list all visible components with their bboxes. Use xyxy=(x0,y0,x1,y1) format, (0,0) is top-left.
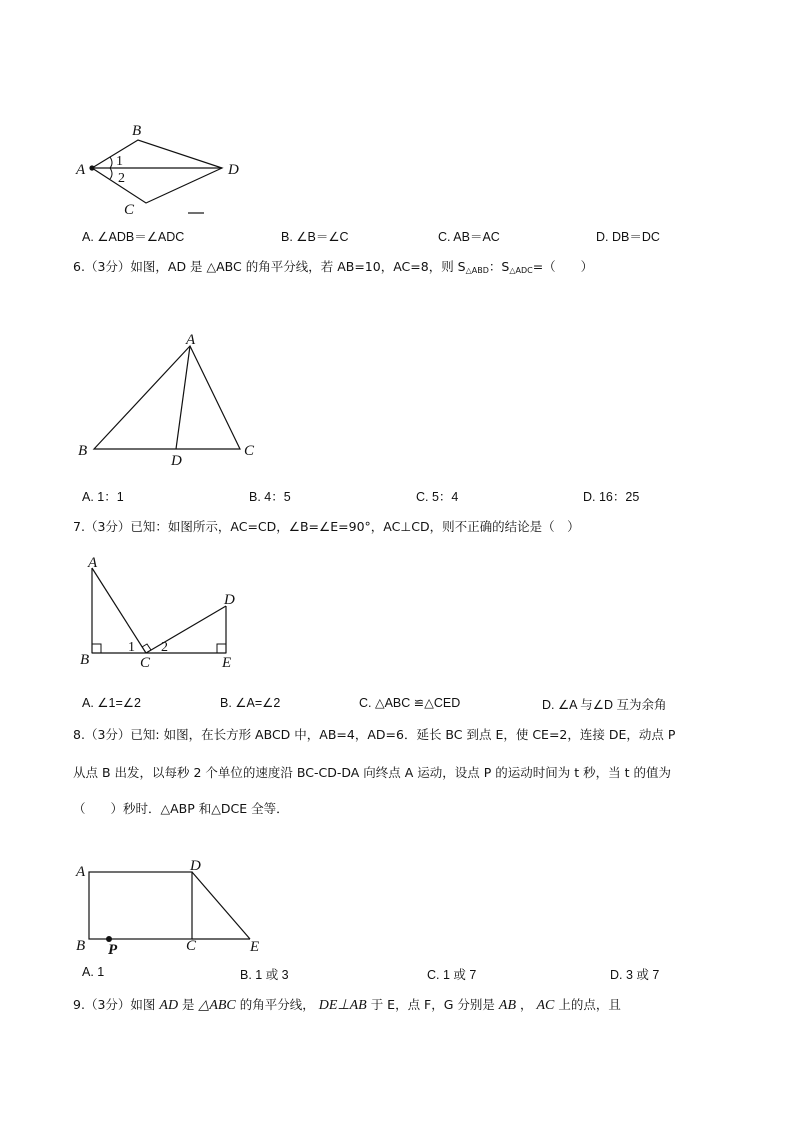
q8-line-1 xyxy=(73,726,675,744)
figure-q8-rectangle xyxy=(72,856,272,956)
q5-option-d[interactable]: D. DB＝DC xyxy=(596,230,660,244)
label-c: C xyxy=(186,938,197,954)
figure-q7-right-angles xyxy=(78,556,248,671)
q6-option-d[interactable]: D. 16：25 xyxy=(583,490,640,504)
q8-line-3: （ ）秒时．△ABP 和△DCE 全等． xyxy=(73,801,289,816)
right-angle-b xyxy=(92,644,101,653)
q9-math-ac: AC xyxy=(536,998,555,1013)
q7-option-b[interactable]: B. ∠A=∠2 xyxy=(220,696,281,710)
label-angle-1: 1 xyxy=(128,640,135,655)
q6-sub-abd: △ABD xyxy=(465,266,489,275)
q9-number: 9. xyxy=(73,997,85,1012)
label-angle-2: 2 xyxy=(161,640,168,655)
label-b: B xyxy=(76,938,86,954)
q6-option-b[interactable]: B. 4：5 xyxy=(249,490,291,504)
q6-text-b: ：S xyxy=(488,259,510,274)
q6-number: 6. xyxy=(73,259,85,274)
q9-text-5: ， xyxy=(519,997,533,1012)
figure-q5-kite xyxy=(70,118,260,218)
point-a-dot xyxy=(89,165,94,170)
q7-stem xyxy=(73,518,580,536)
segment-ac xyxy=(92,568,146,653)
q9-text-1: 如图 xyxy=(130,997,156,1012)
label-d: D xyxy=(190,858,201,874)
label-angle-1: 1 xyxy=(116,154,123,169)
q6-text-c: =（ ） xyxy=(532,259,594,274)
q6-sub-adc: △ADC xyxy=(509,266,533,275)
label-p: P xyxy=(108,942,118,956)
q6-text-a: 如图，AD 是 △ABC 的角平分线，若 AB=10，AC=8，则 S xyxy=(130,259,466,274)
q6-stem xyxy=(73,258,593,280)
label-a: A xyxy=(186,332,196,348)
right-angle-e xyxy=(217,644,226,653)
label-c: C xyxy=(124,202,135,218)
q9-stem xyxy=(73,996,621,1015)
q7-score: （3分） xyxy=(84,519,131,534)
label-b: B xyxy=(78,443,88,459)
label-e: E xyxy=(222,655,232,671)
q9-math-triangle: △ABC xyxy=(198,998,236,1013)
rectangle-abcd xyxy=(89,872,192,939)
q9-math-perp: DE⊥AB xyxy=(318,998,367,1013)
q8-number: 8. xyxy=(73,727,85,742)
q9-math-ad: AD xyxy=(159,998,179,1013)
triangle-abc xyxy=(94,346,240,449)
q8-score: （3分） xyxy=(84,727,131,742)
bisector-ad xyxy=(176,346,190,449)
q7-option-a[interactable]: A. ∠1=∠2 xyxy=(82,696,141,710)
q7-option-d[interactable]: D. ∠A 与∠D 互为余角 xyxy=(542,698,667,712)
label-d: D xyxy=(228,162,239,178)
label-angle-2: 2 xyxy=(118,171,125,186)
q8-option-d[interactable]: D. 3 或 7 xyxy=(610,968,660,982)
q5-option-b[interactable]: B. ∠B＝∠C xyxy=(281,230,349,244)
label-c: C xyxy=(140,655,151,671)
q5-option-a[interactable]: A. ∠ADB＝∠ADC xyxy=(82,230,185,244)
q9-text-3: 的角平分线， xyxy=(239,997,315,1012)
segment-de xyxy=(192,872,250,939)
q9-text-2: 是 xyxy=(182,997,195,1012)
label-c: C xyxy=(244,443,255,459)
q9-text-4: 于 E，点 F，G 分别是 xyxy=(370,997,495,1012)
q6-score: （3分） xyxy=(84,259,131,274)
label-b: B xyxy=(132,123,142,139)
q8-option-b[interactable]: B. 1 或 3 xyxy=(240,968,289,982)
q6-option-a[interactable]: A. 1：1 xyxy=(82,490,124,504)
label-a: A xyxy=(88,556,98,571)
figure-q6-triangle xyxy=(70,330,270,470)
label-d: D xyxy=(171,453,182,469)
label-e: E xyxy=(250,939,260,955)
q9-text-6: 上的点，且 xyxy=(558,997,621,1012)
q8-text-1: 已知: 如图，在长方形 ABCD 中，AB=4，AD=6．延长 BC 到点 E，使 CE=2，连接 DE，动点 P xyxy=(130,727,676,742)
q7-text: 已知：如图所示，AC=CD，∠B=∠E=90°，AC⊥CD，则不正确的结论是（ ） xyxy=(130,519,580,534)
q8-option-a[interactable]: A. 1 xyxy=(82,965,105,979)
q7-option-c[interactable]: C. △ABC ≌△CED xyxy=(359,696,461,710)
q9-score: （3分） xyxy=(84,997,131,1012)
label-a: A xyxy=(76,162,86,178)
label-d: D xyxy=(224,592,235,608)
q6-option-c[interactable]: C. 5：4 xyxy=(416,490,459,504)
label-a: A xyxy=(76,864,86,880)
segment-cd xyxy=(146,606,226,653)
q8-line-2: 从点 B 出发，以每秒 2 个单位的速度沿 BC-CD-DA 向终点 A 运动，设点 P 的运动时间为 t 秒，当 t 的值为 xyxy=(73,765,671,780)
angle-arc-1 xyxy=(110,157,112,168)
label-b: B xyxy=(80,652,90,668)
angle-arc-2 xyxy=(110,168,112,179)
q9-math-ab: AB xyxy=(498,998,516,1013)
q5-option-c[interactable]: C. AB＝AC xyxy=(438,230,500,244)
q8-option-c[interactable]: C. 1 或 7 xyxy=(427,968,477,982)
q7-number: 7. xyxy=(73,519,85,534)
